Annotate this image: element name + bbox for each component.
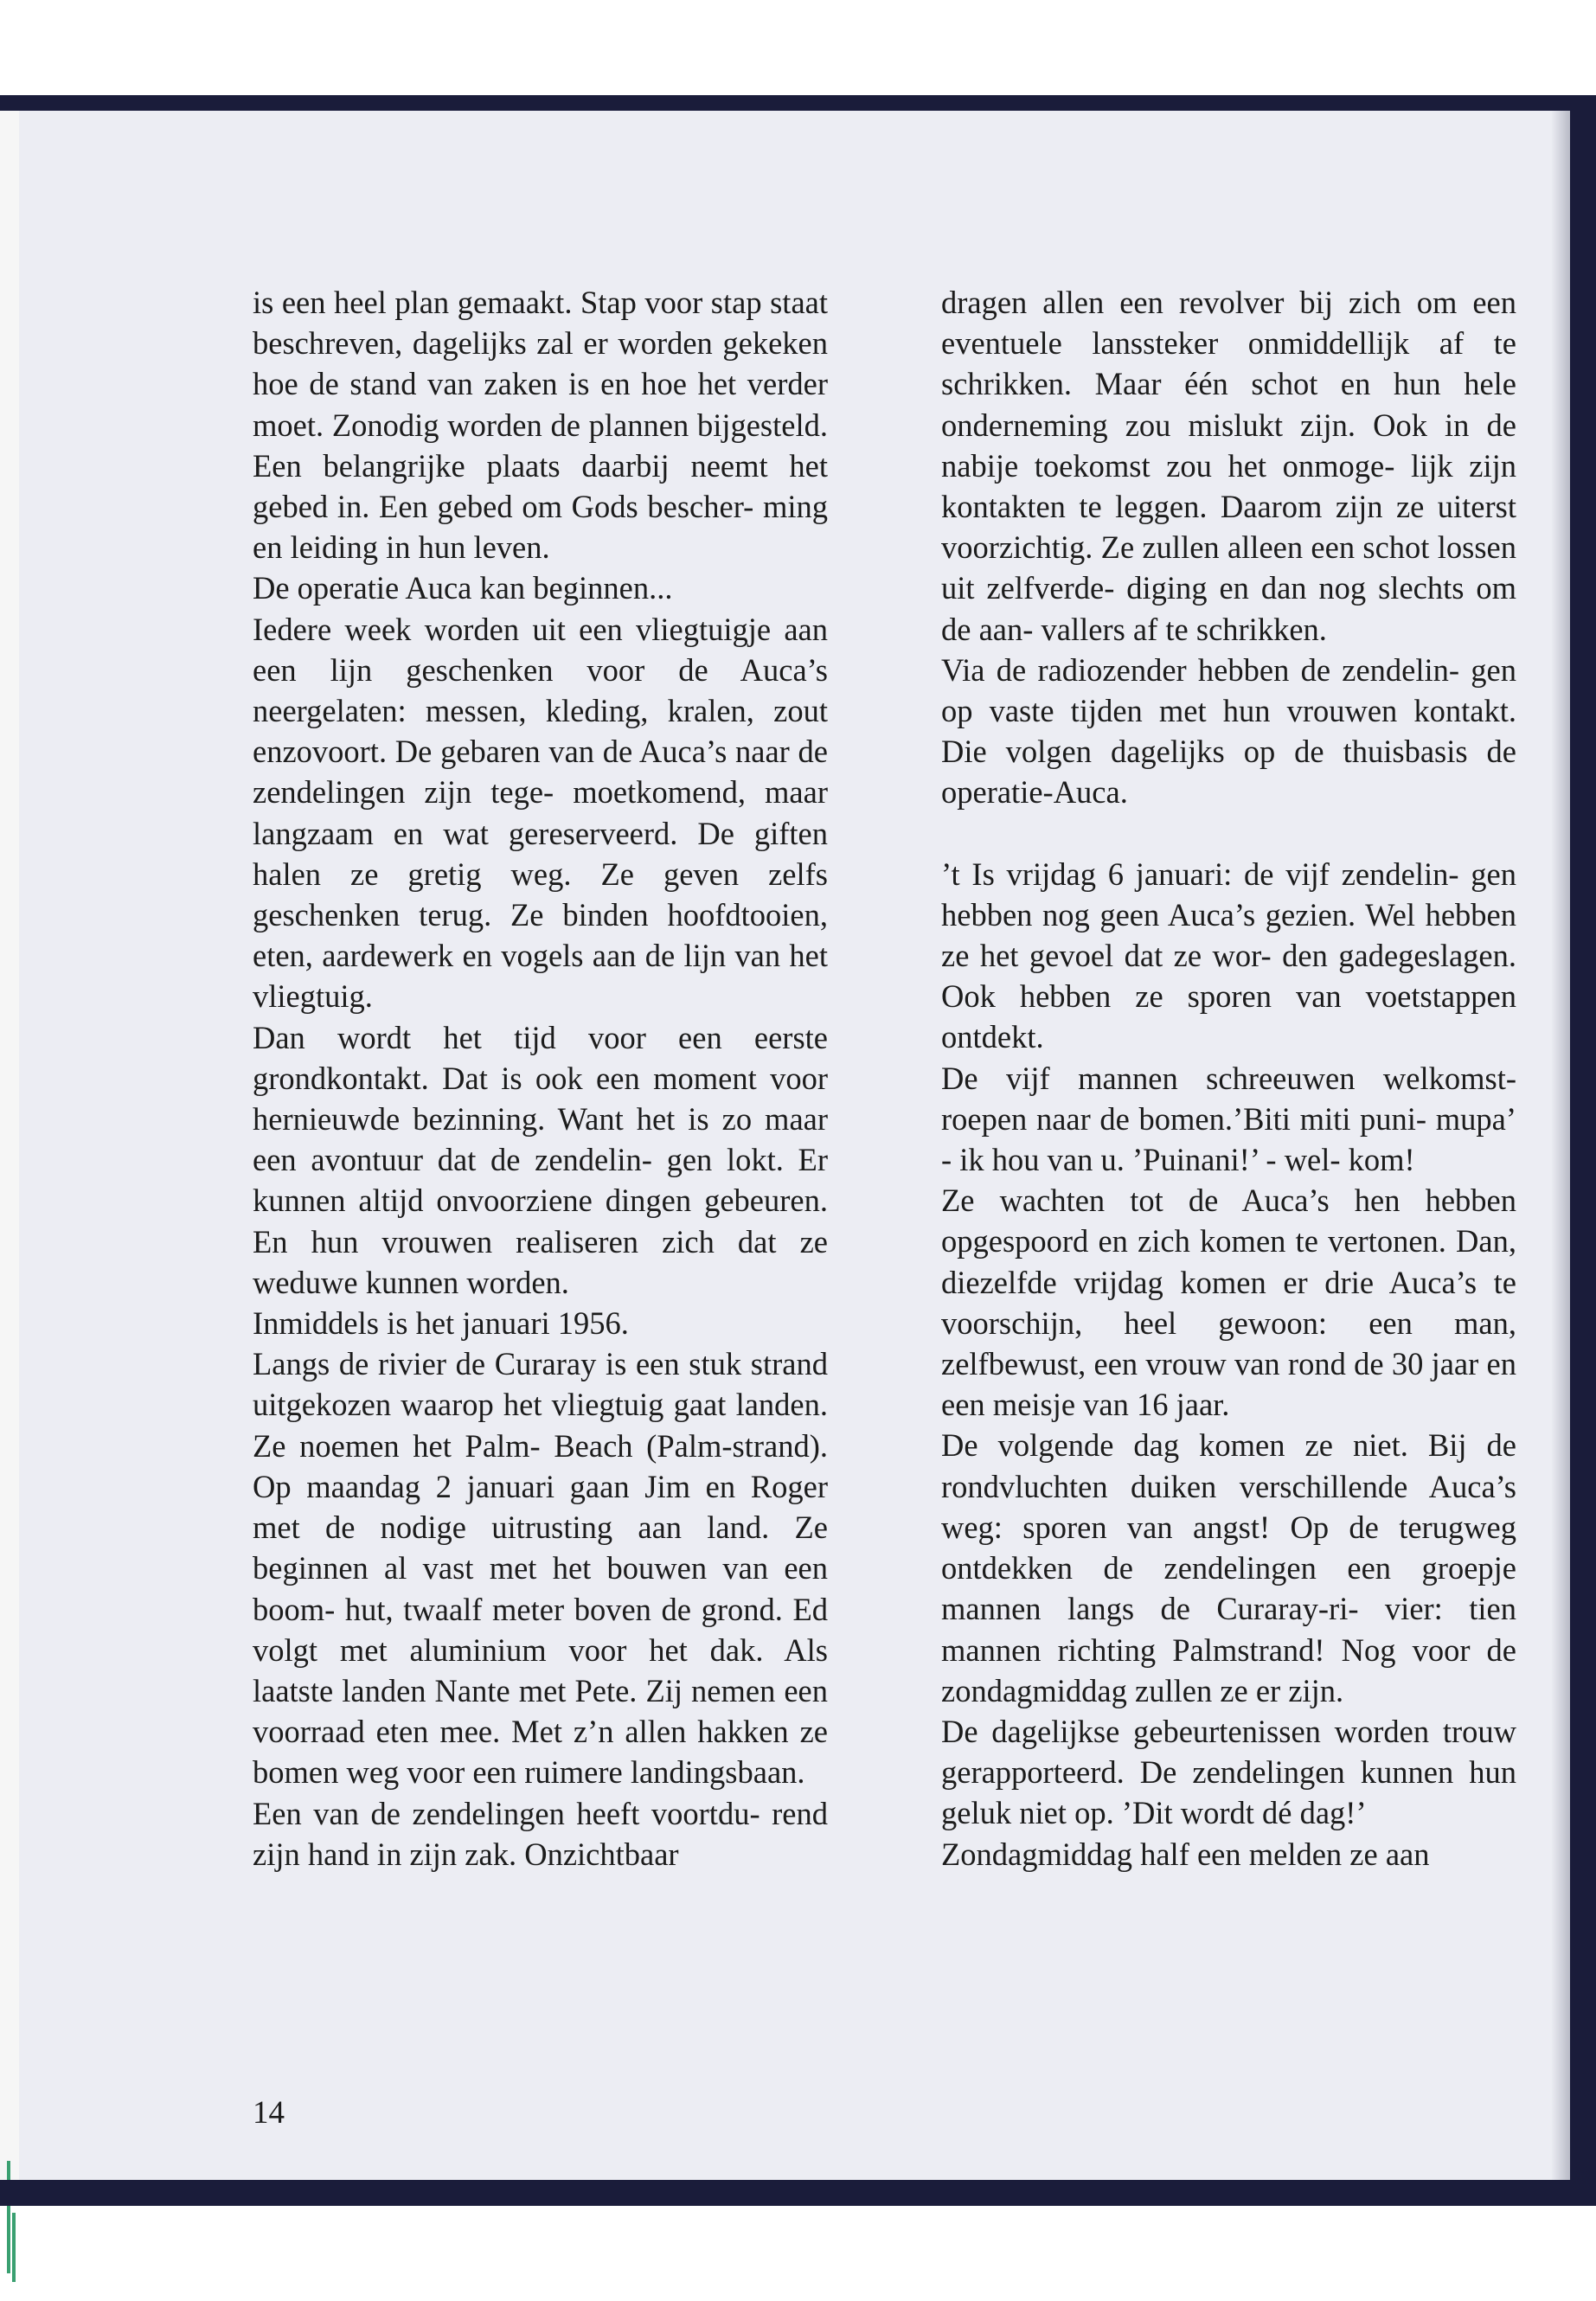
- paragraph: Via de radiozender hebben de zendelin- gen op vaste tijden met hun vrouwen kontakt. Die volgen dagelijks op de thuisbasis de operatie-Auca.: [941, 651, 1516, 811]
- paragraph: Iedere week worden uit een vliegtuigje aan een lijn geschenken voor de Auca’s neergelaten: messen, kleding, kralen, zout enzovoort. De gebaren van de Auca’s naar de zendelingen zijn tege- moetkomend, maar langzaam en wat gereserveerd. De giften halen ze gretig weg. Ze geven zelfs geschenken terug. Ze binden hoofdtooien, eten, aardewerk en vogels aan de lijn van het vliegtuig.: [253, 611, 828, 1015]
- edge-mark: [7, 2161, 10, 2273]
- paragraph: Een van de zendelingen heeft voortdu- rend zijn hand in zijn zak. Onzichtbaar: [253, 1795, 828, 1872]
- left-text-column: [253, 282, 828, 1875]
- right-text-column: [941, 282, 1516, 1875]
- page-stack-edge: [0, 111, 19, 2180]
- paragraph: dragen allen een revolver bij zich om een eventuele lanssteker onmiddellijk af te schrikken. Maar één schot en hun hele onderneming zou mislukt zijn. Ook in de nabije toekomst zou het onmoge- lijk zijn kontakten te leggen. Daarom zijn ze uiterst voorzichtig. Ze zullen alleen een schot lossen uit zelfverde- diging en dan nog slechts om de aan- vallers af te schrikken.: [941, 285, 1516, 647]
- paragraph: Zondagmiddag half een melden ze aan: [941, 1836, 1430, 1872]
- paragraph: De volgende dag komen ze niet. Bij de rondvluchten duiken verschillende Auca’s weg: sporen van angst! Op de terugweg ontdekken de zendelingen een groepje mannen langs de Curaray-ri- vier: tien mannen richting Palmstrand! Nog voor de zondagmiddag zullen ze er zijn.: [941, 1427, 1516, 1708]
- paragraph: Dan wordt het tijd voor een eerste grondkontakt. Dat is ook een moment voor hernieuwde bezinning. Want het is zo maar een avontuur dat de zendelin- gen lokt. Er kunnen altijd onvoorziene dingen gebeuren. En hun vrouwen realiseren zich dat ze weduwe kunnen worden.: [253, 1019, 828, 1300]
- paragraph: De vijf mannen schreeuwen welkomst- roepen naar de bomen.’Biti miti puni- mupa’ - ik hou van u. ’Puinani!’ - wel- kom!: [941, 1060, 1516, 1178]
- paragraph: ’t Is vrijdag 6 januari: de vijf zendelin- gen hebben nog geen Auca’s gezien. Wel hebben ze het gevoel dat ze wor- den gadegeslagen. Ook hebben ze sporen van voetstappen ontdekt.: [941, 856, 1516, 1055]
- paragraph: Inmiddels is het januari 1956.: [253, 1305, 629, 1342]
- page-spine-shadow: [1551, 111, 1570, 2180]
- paragraph: is een heel plan gemaakt. Stap voor stap staat beschreven, dagelijks zal er worden gekeken hoe de stand van zaken is en hoe het verder moet. Zonodig worden de plannen bijgesteld. Een belangrijke plaats daarbij neemt het gebed in. Een gebed om Gods bescher- ming en leiding in hun leven.: [253, 285, 828, 566]
- scan-border-right: [1570, 95, 1596, 2206]
- paragraph: De operatie Auca kan beginnen...: [253, 570, 673, 606]
- page-number: 14: [253, 2095, 285, 2131]
- paragraph: De dagelijkse gebeurtenissen worden trouw gerapporteerd. De zendelingen kunnen hun geluk niet op. ’Dit wordt dé dag!’: [941, 1713, 1516, 1831]
- scan-border-top: [0, 95, 1596, 111]
- scan-border-bottom: [0, 2180, 1596, 2206]
- edge-mark: [12, 2213, 16, 2282]
- paragraph: Ze wachten tot de Auca’s hen hebben opgespoord en zich komen te vertonen. Dan, diezelfde vrijdag komen er drie Auca’s te voorschijn, heel gewoon: een man, zelfbewust, een vrouw van rond de 30 jaar en een meisje van 16 jaar.: [941, 1183, 1516, 1423]
- paragraph: Langs de rivier de Curaray is een stuk strand uitgekozen waarop het vliegtuig gaat landen. Ze noemen het Palm- Beach (Palm-strand). Op maandag 2 januari gaan Jim en Roger met de nodige uitrusting aan land. Ze beginnen al vast met het bouwen van een boom- hut, twaalf meter boven de grond. Ed volgt met aluminium voor het dak. Als laatste landen Nante met Pete. Zij nemen een voorraad eten mee. Met z’n allen hakken ze bomen weg voor een ruimere landingsbaan.: [253, 1346, 828, 1791]
